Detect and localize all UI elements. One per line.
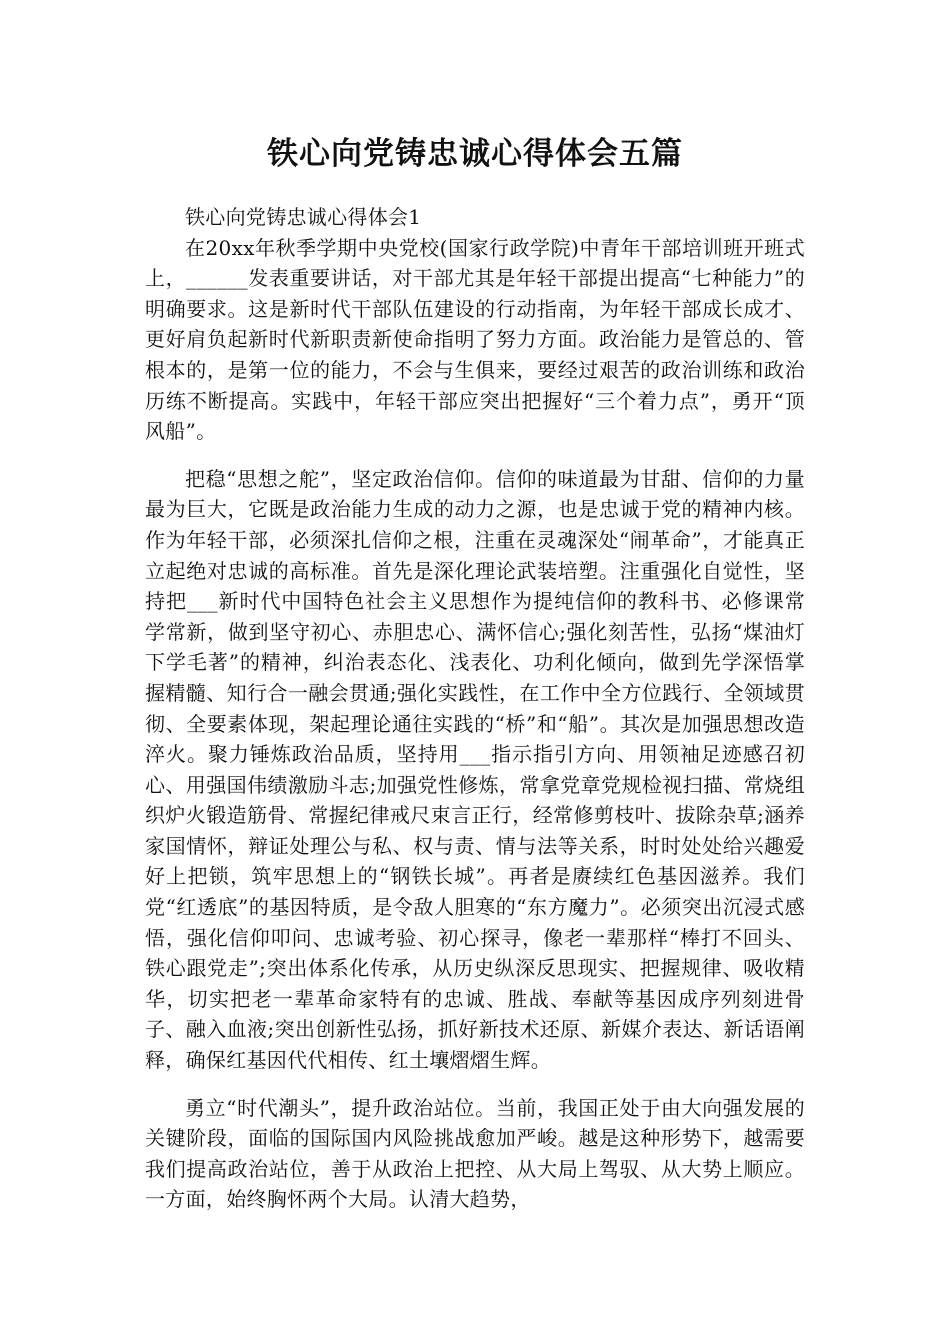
paragraph-2: 把稳“思想之舵”，坚定政治信仰。信仰的味道最为甘甜、信仰的力量最为巨大，它既是政治能力生成的动力之源，也是忠诚于党的精神内核。作为年轻干部，必须深扎信仰之根，注重在灵魂深处“闹革命”，才能真正立起绝对忠诚的高标准。首先是深化理论武装培塑。注重强化自觉性，坚持把___新时代中国特色社会主义思想作为提纯信仰的教科书、必修课常学常新，做到坚守初心、赤胆忠心、满怀信心;强化刻苦性，弘扬“煤油灯下学毛著”的精神，纠治表态化、浅表化、功利化倾向，做到先学深悟掌握精髓、知行合一融会贯通;强化实践性，在工作中全方位践行、全领域贯彻、全要素体现，架起理论通往实践的“桥”和“船”。其次是加强思想改造淬火。聚力锤炼政治品质，坚持用___指示指引方向、用领袖足迹感召初心、用强国伟绩激励斗志;加强党性修炼，常拿党章党规检视扫描、常烧组织炉火锻造筋骨、常握纪律戒尺束言正行，经常修剪枝叶、拔除杂草;涵养家国情怀，辩证处理公与私、权与责、情与法等关系，时时处处给兴趣爱好上把锁，筑牢思想上的“钢铁长城”。再者是赓续红色基因滋养。我们党“红透底”的基因特质，是令敌人胆寒的“东方魔力”。必须突出沉浸式感悟，强化信仰叩问、忠诚考验、初心探寻，像老一辈那样“棒打不回头、铁心跟党走”;突出体系化传承，从历史纵深反思现实、把握规律、吸收精华，切实把老一辈革命家特有的忠诚、胜战、奉献等基因成序列刻进骨子、融入血液;突出创新性弘扬，抓好新技术还原、新媒介表达、新话语阐释，确保红基因代代相传、红土壤熠熠生辉。	[145, 466, 805, 1073]
paragraph-3: 勇立“时代潮头”，提升政治站位。当前，我国正处于由大向强发展的关键阶段，面临的国际国内风险挑战愈加严峻。越是这种形势下，越需要我们提高政治站位，善于从政治上把控、从大局上驾驭、从大势上顺应。一方面，始终胸怀两个大局。认清大趋势，	[145, 1095, 805, 1212]
document-title: 铁心向党铸忠诚心得体会五篇	[267, 136, 683, 172]
paragraph-1: 在20xx年秋季学期中央党校(国家行政学院)中青年干部培训班开班式上，______发表重要讲话，对干部尤其是年轻干部提出提高“七种能力”的明确要求。这是新时代干部队伍建设的行动指南，为年轻干部成长成才、更好肩负起新时代新职责新使命指明了努力方面。政治能力是管总的、管根本的，是第一位的能力，不会与生俱来，要经过艰苦的政治训练和政治历练不断提高。实践中，年轻干部应突出把握好“三个着力点”，勇开“顶风船”。	[145, 235, 805, 444]
document-body	[145, 202, 805, 1215]
document-subtitle: 铁心向党铸忠诚心得体会1	[185, 205, 422, 229]
